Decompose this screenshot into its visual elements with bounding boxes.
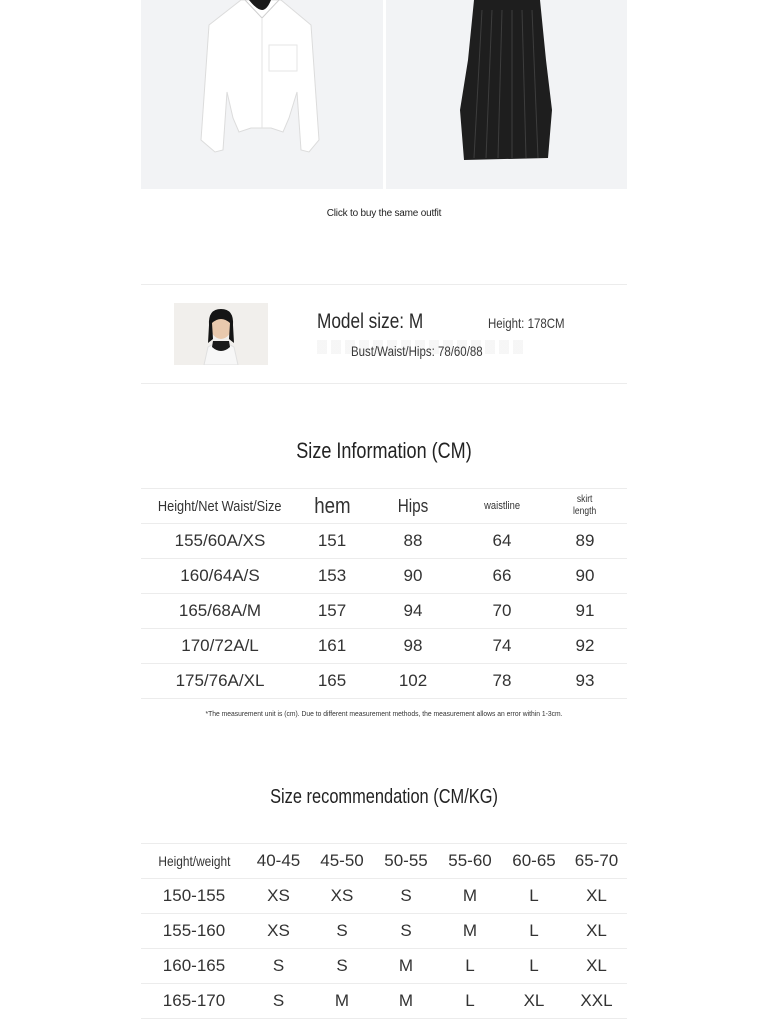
header-cell: Height/weight (141, 844, 247, 879)
table-cell: XL (566, 914, 627, 949)
table-header-row (141, 489, 627, 524)
header-cell: 40-45 (247, 844, 310, 879)
table-cell: M (310, 984, 374, 1019)
table-row (141, 879, 627, 914)
table-cell: XL (566, 949, 627, 984)
table-cell: 165/68A/M (141, 594, 299, 629)
table-cell: 98 (365, 629, 461, 664)
black-skirt-image (386, 0, 628, 189)
table-row (141, 594, 627, 629)
header-cell: 55-60 (438, 844, 502, 879)
table-cell: 89 (543, 524, 627, 559)
table-row (141, 629, 627, 664)
header-cell: Hips (365, 489, 461, 524)
table-cell: L (502, 879, 566, 914)
table-cell: XL (566, 879, 627, 914)
table-cell: S (374, 879, 438, 914)
model-info-card (141, 284, 627, 384)
size-info-title: Size Information (CM) (296, 438, 472, 463)
white-shirt-image (141, 0, 382, 189)
table-cell: 88 (365, 524, 461, 559)
table-row (141, 664, 627, 699)
table-cell: 150-155 (141, 879, 247, 914)
table-cell: 160/64A/S (141, 559, 299, 594)
table-row (141, 524, 627, 559)
table-cell: L (502, 949, 566, 984)
table-cell: L (438, 984, 502, 1019)
table-cell: XXL (566, 984, 627, 1019)
table-cell: M (374, 984, 438, 1019)
table-cell: 170/72A/L (141, 629, 299, 664)
header-cell: skirt length (543, 489, 627, 524)
model-measurements-label: Bust/Waist/Hips: 78/60/88 (351, 343, 483, 359)
table-cell: 165-170 (141, 984, 247, 1019)
table-cell: 161 (299, 629, 365, 664)
table-cell: 160-165 (141, 949, 247, 984)
table-cell: L (438, 949, 502, 984)
table-cell: 102 (365, 664, 461, 699)
header-cell: 45-50 (310, 844, 374, 879)
table-cell: 153 (299, 559, 365, 594)
table-cell: M (438, 914, 502, 949)
measurement-note: *The measurement unit is (cm). Due to different measurement methods, the measurement allows an error within 1-3cm. (205, 709, 563, 718)
table-cell: S (247, 984, 310, 1019)
table-cell: S (310, 949, 374, 984)
table-cell: 165 (299, 664, 365, 699)
table-cell: 90 (543, 559, 627, 594)
size-info-table (141, 488, 627, 699)
table-cell: 93 (543, 664, 627, 699)
table-cell: 66 (461, 559, 543, 594)
table-cell: 94 (365, 594, 461, 629)
table-cell: XL (502, 984, 566, 1019)
table-row (141, 949, 627, 984)
table-cell: M (438, 879, 502, 914)
table-cell: 90 (365, 559, 461, 594)
table-header-row (141, 844, 627, 879)
size-recommendation-title: Size recommendation (CM/KG) (270, 786, 498, 808)
table-cell: M (374, 949, 438, 984)
product-gallery (141, 0, 627, 189)
model-portrait-image (174, 303, 268, 365)
model-height-label: Height: 178CM (488, 315, 565, 331)
header-cell: 60-65 (502, 844, 566, 879)
product-card-shirt[interactable] (141, 0, 383, 189)
size-recommendation-table (141, 843, 627, 1019)
table-cell: XS (310, 879, 374, 914)
header-cell: waistline (461, 489, 543, 524)
table-cell: L (502, 914, 566, 949)
table-cell: XS (247, 914, 310, 949)
table-cell: 151 (299, 524, 365, 559)
header-cell: 50-55 (374, 844, 438, 879)
table-cell: 175/76A/XL (141, 664, 299, 699)
table-cell: XS (247, 879, 310, 914)
header-cell: hem (299, 489, 365, 524)
table-cell: 70 (461, 594, 543, 629)
model-size-label: Model size: M (317, 310, 424, 333)
header-cell: Height/Net Waist/Size (141, 489, 299, 524)
table-cell: 155-160 (141, 914, 247, 949)
table-cell: S (310, 914, 374, 949)
table-cell: 78 (461, 664, 543, 699)
table-row (141, 559, 627, 594)
product-card-skirt[interactable] (386, 0, 628, 189)
table-cell: 155/60A/XS (141, 524, 299, 559)
table-cell: 74 (461, 629, 543, 664)
table-cell: S (374, 914, 438, 949)
table-cell: 157 (299, 594, 365, 629)
table-row (141, 984, 627, 1019)
model-photo (174, 303, 268, 365)
table-cell: 64 (461, 524, 543, 559)
table-cell: S (247, 949, 310, 984)
header-cell: 65-70 (566, 844, 627, 879)
table-row (141, 914, 627, 949)
table-cell: 92 (543, 629, 627, 664)
table-cell: 91 (543, 594, 627, 629)
buy-same-outfit-link[interactable]: Click to buy the same outfit (326, 208, 442, 219)
